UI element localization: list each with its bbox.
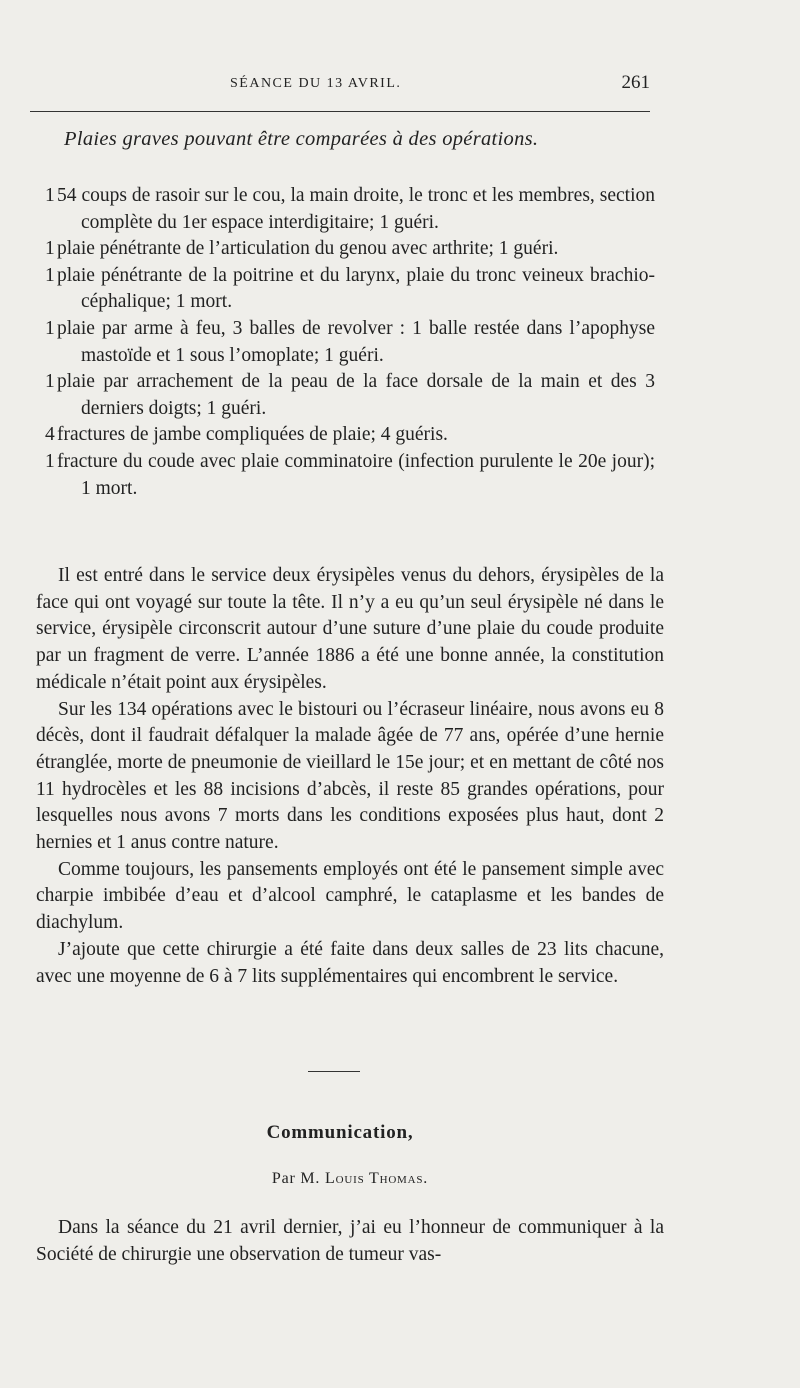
case-description: fracture du coude avec plaie comminatoire (infection purulente le 20e jour); 1 mort. — [57, 450, 655, 499]
header-rule — [30, 111, 650, 112]
section-divider — [308, 1071, 360, 1072]
communication-text — [36, 1215, 664, 1268]
case-item — [45, 369, 655, 422]
case-item — [45, 449, 655, 502]
case-item — [45, 422, 655, 449]
case-count: 1 — [45, 450, 55, 472]
author-name: Louis Thomas. — [325, 1170, 429, 1187]
case-item — [45, 183, 655, 236]
case-description: fractures de jambe compliquées de plaie; 4 guéris. — [57, 424, 448, 446]
running-title: SÉANCE DU 13 AVRIL. — [230, 76, 402, 91]
body-text — [36, 563, 664, 990]
case-item — [45, 263, 655, 316]
communication-paragraph: Dans la séance du 21 avril dernier, j’ai eu l’honneur de communiquer à la Société de chirurgie une observation de tumeur vas- — [36, 1217, 664, 1265]
page-header — [30, 72, 650, 96]
case-count: 4 — [45, 424, 55, 446]
paragraph-erysipelas: Il est entré dans le service deux érysipèles venus du dehors, érysipèles de la face qui ont voyagé sur toute la tête. Il n’y a eu qu’un seul érysipèle né dans le service, érysipèle circonscrit autour d’une suture d’une plaie du coude produite par un fragment de verre. L’année 1886 a été une bonne année, la constitution médicale n’était point aux érysipèles. — [36, 565, 664, 693]
case-count: 1 — [45, 371, 55, 393]
case-description: plaie par arme à feu, 3 balles de revolver : 1 balle restée dans l’apophyse mastoïde et 1 sous l’omoplate; 1 guéri. — [57, 317, 655, 366]
communication-title: Communication, — [266, 1122, 414, 1143]
paragraph-operations: Sur les 134 opérations avec le bistouri ou l’écraseur linéaire, nous avons eu 8 décès, dont il faudrait défalquer la malade âgée de 77 ans, opérée d’une hernie étranglée, morte de pneumonie de vieillard le 15e jour; et en mettant de côté nos 11 hydrocèles et les 88 incisions d’abcès, il reste 85 grandes opérations, pour lesquelles nous avons 7 morts dans les conditions exposées plus haut, dont 2 hernies et 1 anus contre nature. — [36, 698, 664, 854]
paragraph-wards: J’ajoute que cette chirurgie a été faite dans deux salles de 23 lits chacune, avec une moyenne de 6 à 7 lits supplémentaires qui encombrent le service. — [36, 938, 664, 987]
case-item — [45, 316, 655, 369]
case-list — [45, 183, 655, 502]
author-prefix: Par M. — [271, 1170, 321, 1187]
case-description: 54 coups de rasoir sur le cou, la main droite, le tronc et les membres, section complète du 1er espace interdigitaire; 1 guéri. — [57, 185, 655, 233]
case-count: 1 — [45, 264, 55, 286]
case-description: plaie par arrachement de la peau de la face dorsale de la main et des 3 derniers doigts; 1 guéri. — [57, 371, 655, 419]
case-item — [45, 236, 655, 263]
case-description: plaie pénétrante de l’articulation du genou avec arthrite; 1 guéri. — [57, 238, 559, 260]
paragraph-dressings: Comme toujours, les pansements employés ont été le pansement simple avec charpie imbibée d’eau et d’alcool camphré, le cataplasme et les bandes de diachylum. — [36, 858, 664, 934]
case-count: 1 — [45, 238, 55, 260]
section-title: Plaies graves pouvant être comparées à des opérations. — [64, 128, 539, 150]
case-count: 1 — [45, 317, 55, 339]
page-number: 261 — [621, 72, 650, 93]
author-line — [0, 1170, 700, 1188]
case-description: plaie pénétrante de la poitrine et du larynx, plaie du tronc veineux brachio-céphalique; 1 mort. — [57, 264, 655, 313]
case-count: 1 — [45, 185, 55, 206]
